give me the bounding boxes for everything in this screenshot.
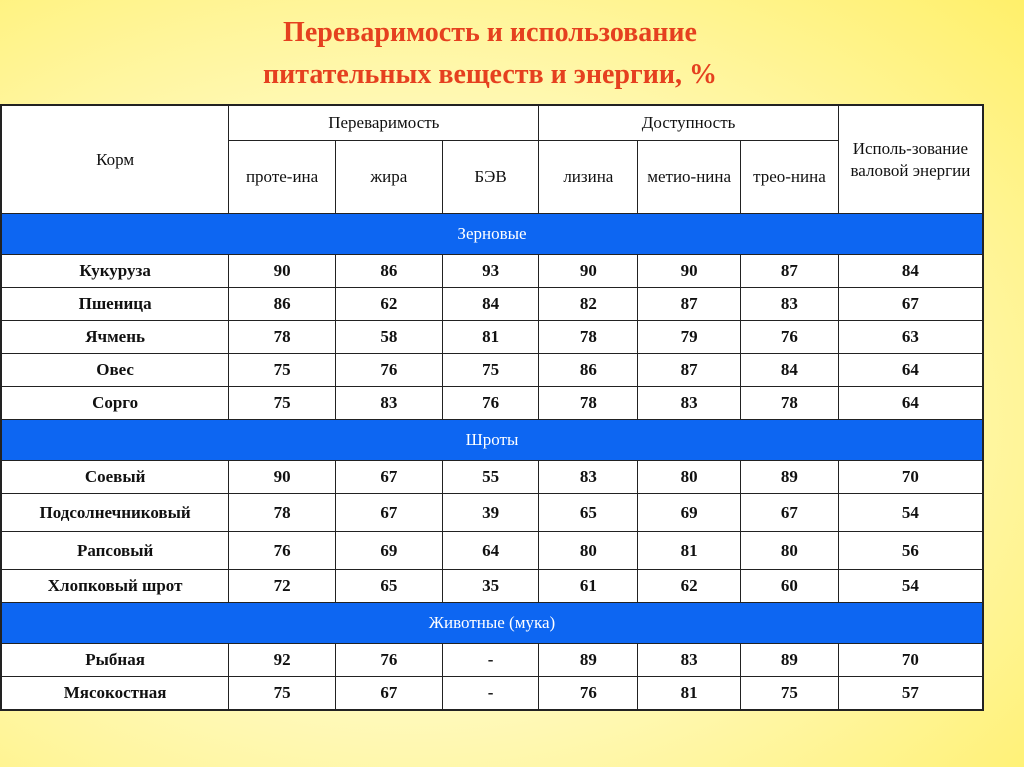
feed-name: Рыбная bbox=[1, 644, 229, 677]
feed-name: Соевый bbox=[1, 461, 229, 494]
table-cell: 82 bbox=[539, 288, 638, 321]
table-cell: 56 bbox=[838, 532, 983, 570]
table-cell: 67 bbox=[741, 494, 839, 532]
table-cell: 84 bbox=[442, 288, 539, 321]
feed-name: Ячмень bbox=[1, 321, 229, 354]
table-cell: 83 bbox=[335, 387, 442, 420]
table-cell: 62 bbox=[638, 570, 741, 603]
table-cell: 89 bbox=[741, 644, 839, 677]
feed-name: Подсолнечниковый bbox=[1, 494, 229, 532]
table-cell: 79 bbox=[638, 321, 741, 354]
table-cell: 75 bbox=[229, 677, 336, 711]
header-threonine: трео-нина bbox=[741, 141, 839, 214]
group-label: Шроты bbox=[1, 420, 983, 461]
table-cell: 92 bbox=[229, 644, 336, 677]
feed-name: Овес bbox=[1, 354, 229, 387]
table-cell: 76 bbox=[335, 354, 442, 387]
header-energy bbox=[838, 105, 983, 214]
group-label: Животные (мука) bbox=[1, 603, 983, 644]
feed-name: Пшеница bbox=[1, 288, 229, 321]
table-cell: - bbox=[442, 644, 539, 677]
table-row bbox=[1, 677, 983, 711]
table-cell: 64 bbox=[838, 354, 983, 387]
feed-name: Сорго bbox=[1, 387, 229, 420]
table-cell: 61 bbox=[539, 570, 638, 603]
table-cell: 83 bbox=[741, 288, 839, 321]
table-cell: 69 bbox=[638, 494, 741, 532]
table-cell: 90 bbox=[638, 255, 741, 288]
table-cell: 86 bbox=[229, 288, 336, 321]
title-line-1: Переваримость и использование bbox=[283, 17, 697, 48]
table-cell: 80 bbox=[539, 532, 638, 570]
nutrient-table bbox=[0, 104, 984, 711]
table-cell: 76 bbox=[442, 387, 539, 420]
feed-name: Хлопковый шрот bbox=[1, 570, 229, 603]
table-cell: 64 bbox=[838, 387, 983, 420]
table-cell: 87 bbox=[638, 354, 741, 387]
table-cell: 55 bbox=[442, 461, 539, 494]
table-cell: 57 bbox=[838, 677, 983, 711]
header-energy-text: Исполь-зование валовой энергии bbox=[850, 138, 971, 180]
title-line-2: питательных веществ и энергии, % bbox=[263, 59, 717, 90]
table-row bbox=[1, 255, 983, 288]
table-cell: 83 bbox=[539, 461, 638, 494]
table-cell: 78 bbox=[539, 387, 638, 420]
table-cell: 54 bbox=[838, 570, 983, 603]
table-cell: 83 bbox=[638, 387, 741, 420]
group-row bbox=[1, 420, 983, 461]
table-cell: 70 bbox=[838, 644, 983, 677]
table-cell: 86 bbox=[539, 354, 638, 387]
table-cell: 39 bbox=[442, 494, 539, 532]
table-cell: 86 bbox=[335, 255, 442, 288]
table-cell: 81 bbox=[638, 532, 741, 570]
table-cell: 87 bbox=[638, 288, 741, 321]
header-digestibility: Переваримость bbox=[229, 105, 539, 141]
table-cell: 76 bbox=[741, 321, 839, 354]
table-cell: 62 bbox=[335, 288, 442, 321]
table-row bbox=[1, 321, 983, 354]
table-cell: 70 bbox=[838, 461, 983, 494]
feed-name: Рапсовый bbox=[1, 532, 229, 570]
table-cell: 81 bbox=[638, 677, 741, 711]
table-cell: 65 bbox=[335, 570, 442, 603]
table-row bbox=[1, 532, 983, 570]
group-row bbox=[1, 603, 983, 644]
table-cell: 89 bbox=[741, 461, 839, 494]
table-cell: 76 bbox=[335, 644, 442, 677]
table-cell: 78 bbox=[741, 387, 839, 420]
table-cell: 67 bbox=[335, 461, 442, 494]
table-cell: 75 bbox=[741, 677, 839, 711]
header-methionine: метио-нина bbox=[638, 141, 741, 214]
table-cell: 90 bbox=[229, 461, 336, 494]
table-cell: 64 bbox=[442, 532, 539, 570]
table-row bbox=[1, 387, 983, 420]
table-cell: 67 bbox=[335, 677, 442, 711]
table-cell: 90 bbox=[229, 255, 336, 288]
header-feed: Корм bbox=[1, 105, 229, 214]
table-cell: 89 bbox=[539, 644, 638, 677]
table-cell: 65 bbox=[539, 494, 638, 532]
table-cell: 67 bbox=[838, 288, 983, 321]
table-cell: 78 bbox=[229, 494, 336, 532]
table-cell: 78 bbox=[539, 321, 638, 354]
table-cell: 58 bbox=[335, 321, 442, 354]
table-row bbox=[1, 288, 983, 321]
table-cell: 76 bbox=[539, 677, 638, 711]
table-cell: 87 bbox=[741, 255, 839, 288]
table-cell: 90 bbox=[539, 255, 638, 288]
table-row bbox=[1, 461, 983, 494]
table-cell: 72 bbox=[229, 570, 336, 603]
table-cell: 75 bbox=[229, 354, 336, 387]
table-cell: 93 bbox=[442, 255, 539, 288]
table-cell: 76 bbox=[229, 532, 336, 570]
header-bev: БЭВ bbox=[442, 141, 539, 214]
header-protein: проте-ина bbox=[229, 141, 336, 214]
table-cell: 84 bbox=[838, 255, 983, 288]
table-row bbox=[1, 494, 983, 532]
table-cell: 78 bbox=[229, 321, 336, 354]
table-cell: 69 bbox=[335, 532, 442, 570]
feed-name: Кукуруза bbox=[1, 255, 229, 288]
header-availability: Доступность bbox=[539, 105, 838, 141]
table-row bbox=[1, 570, 983, 603]
table-row bbox=[1, 354, 983, 387]
table-row bbox=[1, 644, 983, 677]
table-cell: 60 bbox=[741, 570, 839, 603]
table-cell: - bbox=[442, 677, 539, 711]
table-cell: 75 bbox=[229, 387, 336, 420]
table-cell: 35 bbox=[442, 570, 539, 603]
table-body bbox=[1, 214, 983, 711]
header-lysine: лизина bbox=[539, 141, 638, 214]
table-cell: 84 bbox=[741, 354, 839, 387]
feed-name: Мясокостная bbox=[1, 677, 229, 711]
group-label: Зерновые bbox=[1, 214, 983, 255]
table-cell: 81 bbox=[442, 321, 539, 354]
table-cell: 67 bbox=[335, 494, 442, 532]
table-cell: 83 bbox=[638, 644, 741, 677]
page-title bbox=[130, 12, 850, 96]
table-cell: 54 bbox=[838, 494, 983, 532]
table-cell: 80 bbox=[638, 461, 741, 494]
group-row bbox=[1, 214, 983, 255]
table-cell: 75 bbox=[442, 354, 539, 387]
table-cell: 80 bbox=[741, 532, 839, 570]
table-cell: 63 bbox=[838, 321, 983, 354]
header-fat: жира bbox=[335, 141, 442, 214]
